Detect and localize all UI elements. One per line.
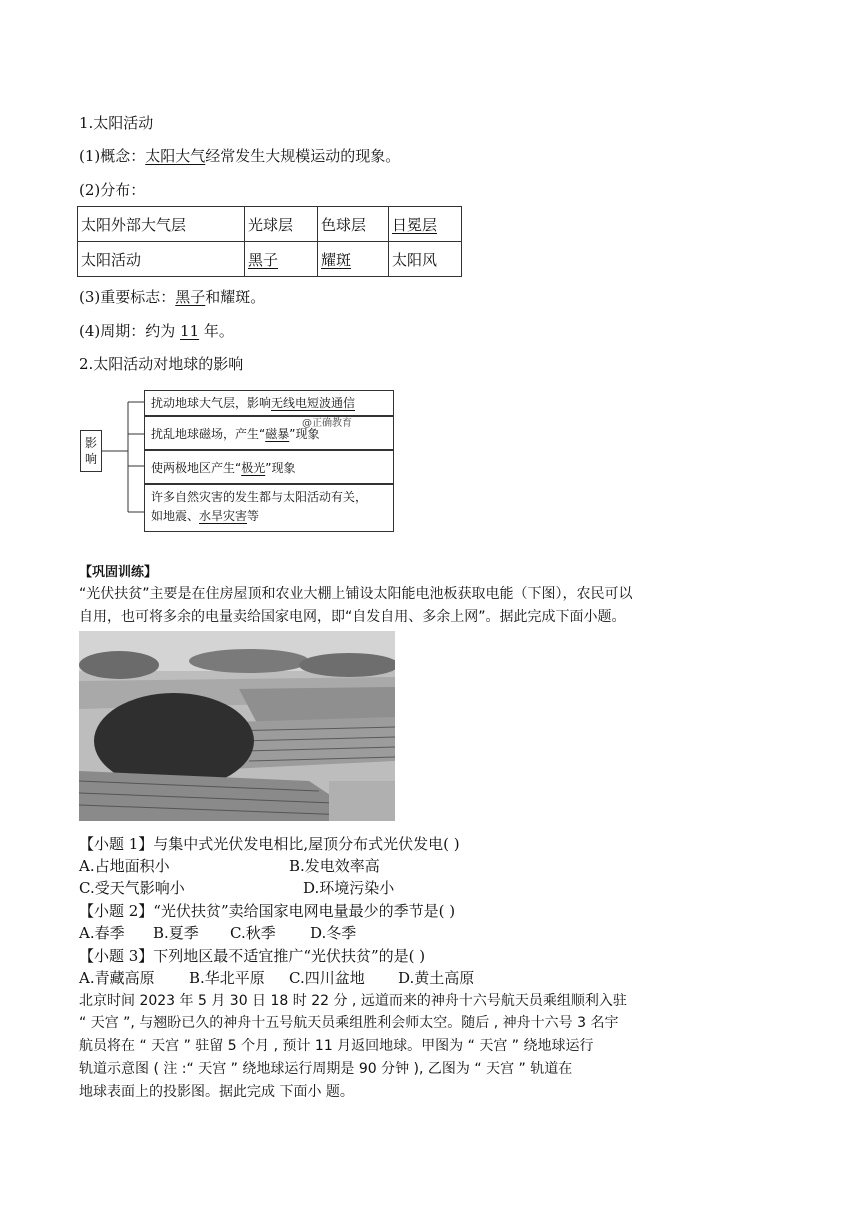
concept-suffix: 经常发生大规模运动的现象。 bbox=[205, 147, 401, 165]
table-row bbox=[78, 242, 462, 277]
box2-underlined: 磁暴 bbox=[265, 427, 290, 441]
practice-title: 【巩固训练】 bbox=[79, 565, 158, 580]
concept-prefix: (1)概念： bbox=[79, 147, 146, 165]
table-cell: 太阳外部大气层 bbox=[78, 207, 245, 242]
q3-option-c: C.四川盆地 bbox=[289, 969, 365, 987]
concept-underlined: 太阳大气 bbox=[145, 147, 206, 165]
box4-line1: 许多自然灾害的发生都与太阳活动有关， bbox=[151, 490, 368, 504]
table-cell: 太阳活动 bbox=[78, 242, 245, 277]
q2-option-b: B.夏季 bbox=[153, 924, 199, 942]
impact-box-disaster bbox=[144, 484, 394, 532]
box2-prefix: 扰乱地球磁场，产生“ bbox=[151, 427, 266, 441]
passage2-line-3: 航员将在 “ 天宫 ” 驻留 5 个月 , 预计 11 月返回地球。甲图为 “ 天宫 ” 绕地球运行 bbox=[79, 1038, 594, 1054]
period-prefix: (4)周期：约为 bbox=[79, 322, 176, 340]
question-3: 【小题 3】下列地区最不适宜推广“光伏扶贫”的是( ) bbox=[79, 947, 426, 965]
period-suffix: 年。 bbox=[203, 322, 234, 340]
table-row bbox=[78, 207, 462, 242]
q3-option-a: A.青藏高原 bbox=[79, 969, 155, 987]
q3-option-d: D.黄土高原 bbox=[398, 969, 475, 987]
box3-prefix: 使两极地区产生“ bbox=[151, 461, 242, 475]
intro-line-1: “光伏扶贫”主要是在住房屋顶和农业大棚上铺设太阳能电池板获取电能（下图），农民可以 bbox=[79, 586, 633, 602]
impact-label: 影响 bbox=[80, 430, 102, 472]
box4-underlined: 水旱灾害 bbox=[199, 509, 248, 523]
box4-prefix: 如地震、 bbox=[151, 509, 200, 523]
q1-option-a: A.占地面积小 bbox=[79, 857, 170, 875]
box2-suffix: ”现象 bbox=[289, 427, 320, 441]
watermark: @正确教育 bbox=[302, 418, 352, 429]
period-value: 11 bbox=[180, 322, 200, 340]
passage2-line-1: 北京时间 2023 年 5 月 30 日 18 时 22 分 , 远道而来的神舟十六号航天员乘组顺利入驻 bbox=[79, 993, 627, 1009]
passage2-line-4: 轨道示意图 ( 注 :“ 天宫 ” 绕地球运行周期是 90 分钟 ), 乙图为 “ 天宫 ” 轨道在 bbox=[79, 1061, 573, 1077]
section2-heading: 2.太阳活动对地球的影响 bbox=[79, 355, 244, 373]
sign-prefix: (3)重要标志： bbox=[79, 288, 176, 306]
q1-option-c: C.受天气影响小 bbox=[79, 879, 185, 897]
q2-option-d: D.冬季 bbox=[310, 924, 357, 942]
question-2: 【小题 2】“光伏扶贫”卖给国家电网电量最少的季节是( ) bbox=[79, 902, 456, 920]
q3-option-b: B.华北平原 bbox=[189, 969, 265, 987]
table-cell: 光球层 bbox=[245, 207, 318, 242]
box3-underlined: 极光 bbox=[241, 461, 266, 475]
q2-option-c: C.秋季 bbox=[230, 924, 276, 942]
table-cell: 太阳风 bbox=[389, 242, 462, 277]
section1-heading: 1.太阳活动 bbox=[79, 114, 154, 132]
impact-box-radio bbox=[144, 390, 394, 416]
box1-underlined: 无线电短波通信 bbox=[271, 396, 356, 410]
box3-suffix: ”现象 bbox=[265, 461, 296, 475]
period-line bbox=[79, 321, 234, 341]
sign-line bbox=[79, 287, 265, 307]
impact-box-magnetic bbox=[144, 416, 394, 450]
rooftop-solar-photo bbox=[79, 631, 395, 821]
intro-line-2: 自用，也可将多余的电量卖给国家电网，即“自发自用、多余上网”。据此完成下面小题。 bbox=[79, 609, 626, 625]
sign-suffix: 和耀斑。 bbox=[205, 288, 266, 306]
q2-option-a: A.春季 bbox=[79, 924, 125, 942]
question-1: 【小题 1】与集中式光伏发电相比,屋顶分布式光伏发电( ) bbox=[79, 835, 460, 853]
table-cell: 色球层 bbox=[318, 207, 389, 242]
box4-suffix: 等 bbox=[247, 509, 260, 523]
table-cell: 耀斑 bbox=[318, 242, 389, 277]
impact-box-aurora bbox=[144, 450, 394, 484]
table-cell: 日冕层 bbox=[389, 207, 462, 242]
q1-option-b: B.发电效率高 bbox=[289, 857, 380, 875]
passage2-line-2: “ 天宫 ”, 与翘盼已久的神舟十五号航天员乘组胜利会师太空。随后 , 神舟十六号 3 名宇 bbox=[79, 1015, 619, 1031]
concept-line bbox=[79, 146, 400, 166]
box1-prefix: 扰动地球大气层，影响 bbox=[151, 396, 272, 410]
box4-line2 bbox=[151, 507, 387, 526]
passage2-line-5: 地球表面上的投影图。据此完成 下面小 题。 bbox=[79, 1084, 354, 1100]
rooftop-solar-illustration bbox=[79, 631, 395, 821]
table-cell: 黑子 bbox=[245, 242, 318, 277]
distribution-label: (2)分布： bbox=[79, 181, 146, 199]
sign-underlined: 黑子 bbox=[175, 288, 206, 306]
q1-option-d: D.环境污染小 bbox=[303, 879, 395, 897]
distribution-table bbox=[77, 206, 462, 277]
impact-diagram bbox=[80, 386, 400, 536]
